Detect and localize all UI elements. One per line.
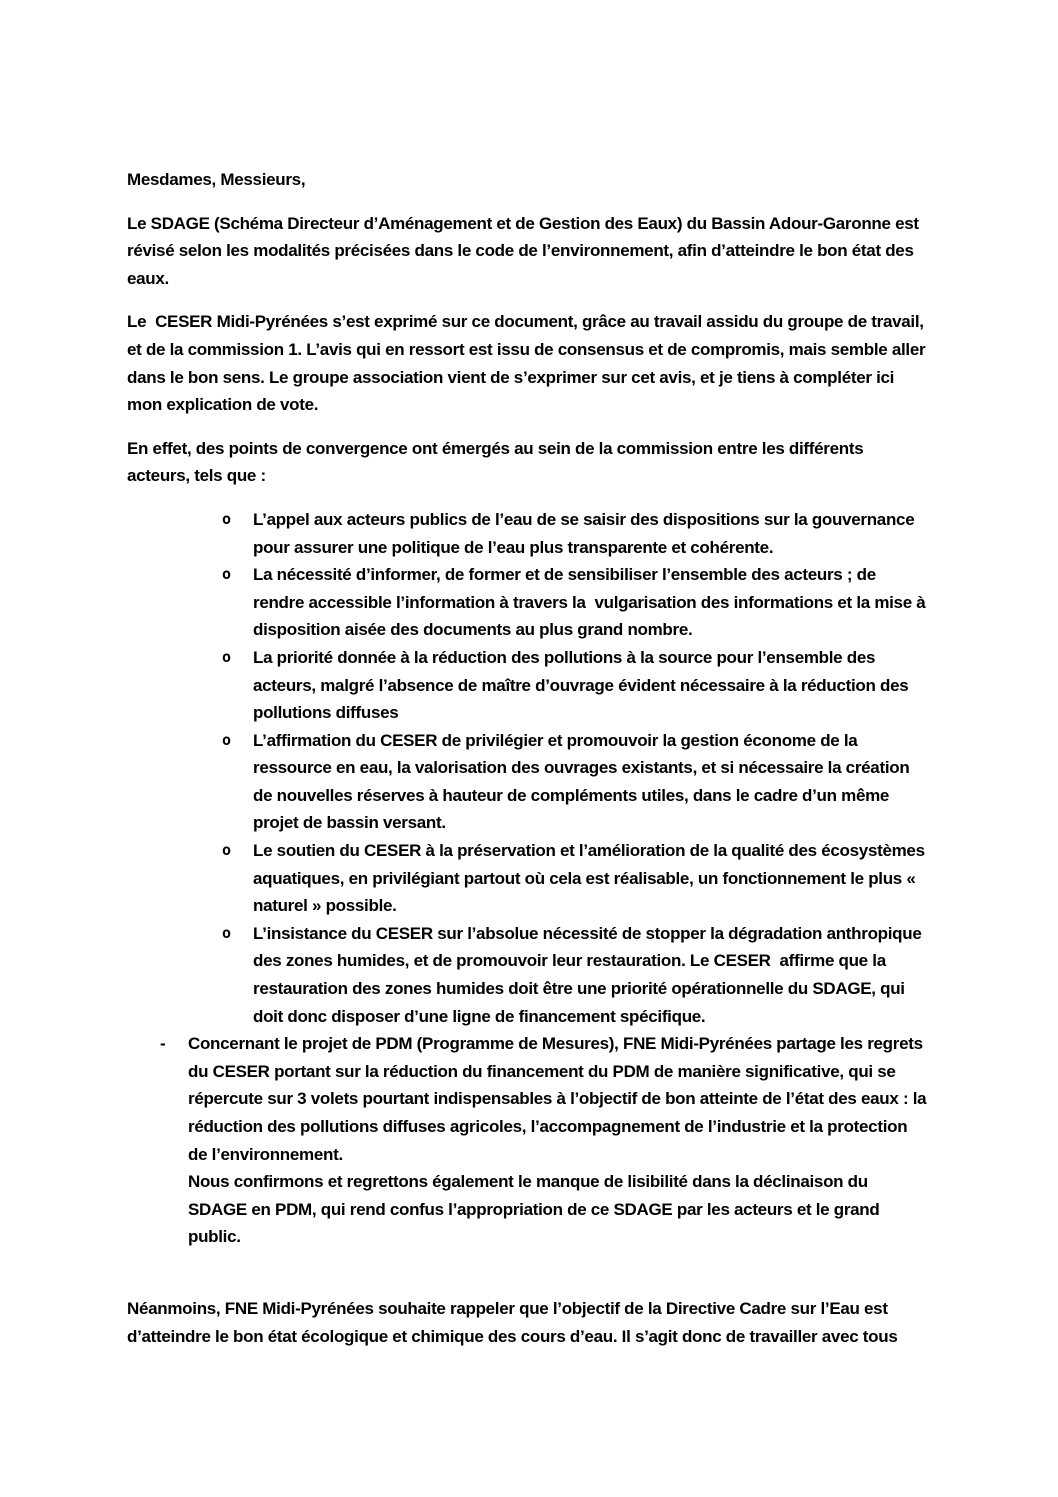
bullet-item-zones-humides [127,920,930,1030]
dash-text: Concernant le projet de PDM (Programme de Mesures), FNE Midi-Pyrénées partage les regrets du CESER portant sur la réduction du financement du PDM de manière significative, qui se répercute sur 3 volets pourtant indispensables à l’objectif de bon atteinte de l’état des eaux : la réduction des pollutions diffuses agricoles, l’accompagnement de l’industrie et la protection de l’environnement. [188,1034,931,1164]
bullet-text: L’insistance du CESER sur l’absolue nécessité de stopper la dégradation anthropique des zones humides, et de promouvoir leur restauration. Le CESER affirme que la restauration des zones humides doit être une priorité opérationnelle du SDAGE, qui doit donc disposer d’une ligne de financement spécifique. [253,923,926,1026]
bullet-item-gouvernance [127,506,930,561]
salutation: Mesdames, Messieurs, [127,170,306,189]
bullet-marker: o [222,565,231,584]
bullet-text: L’affirmation du CESER de privilégier et promouvoir la gestion économe de la ressource en eau, la valorisation des ouvrages existants, et si nécessaire la création de nouvelles réserves à hauteur de compléments utiles, dans le cadre d’un même projet de bassin versant. [253,730,914,833]
bullet-text: Le soutien du CESER à la préservation et l’amélioration de la qualité des écosystèmes aquatiques, en privilégiant partout où cela est réalisable, un fonctionnement le plus « naturel » possible. [253,841,930,916]
bullet-marker: o [222,509,231,528]
bullet-text: L’appel aux acteurs publics de l’eau de se saisir des dispositions sur la gouvernance pour assurer une politique de l’eau plus transparente et cohérente. [253,509,919,557]
paragraph-points-convergence: En effet, des points de convergence ont émergés au sein de la commission entre les différents acteurs, tels que : [127,438,868,486]
dash-item-pdm [127,1030,930,1168]
bullet-marker: o [222,647,231,666]
bullet-item-gestion-ressource [127,727,930,837]
paragraph-ceser-avis: Le CESER Midi-Pyrénées s’est exprimé sur ce document, grâce au travail assidu du groupe de travail, et de la commission 1. L’avis qui en ressort est issu de consensus et de compromis, mais semble aller dans le bon sens. Le groupe association vient de s’exprimer sur cet avis, et je tiens à compléter ici mon explication de vote. [127,312,930,415]
bullet-item-ecosystemes [127,837,930,920]
bullet-item-information [127,561,930,644]
bullet-item-pollutions-source [127,644,930,727]
bullet-marker: o [222,730,231,749]
bullet-marker: o [222,923,231,942]
bullet-text: La priorité donnée à la réduction des pollutions à la source pour l’ensemble des acteurs, malgré l’absence de maître d’ouvrage évident nécessaire à la réduction des pollutions diffuses [253,647,913,723]
closing-paragraph: Néanmoins, FNE Midi-Pyrénées souhaite rappeler que l’objectif de la Directive Cadre sur l’Eau est d’atteindre le bon état écologique et chimique des cours d’eau. Il s’agit donc de travailler avec tous [127,1298,898,1346]
bullet-text: La nécessité d’informer, de former et de sensibiliser l’ensemble des acteurs ; de rendre accessible l’information à travers la vulgarisation des informations et la mise à disposition aisée des documents au plus grand nombre. [253,565,930,640]
paragraph-sdage-intro: Le SDAGE (Schéma Directeur d’Aménagement et de Gestion des Eaux) du Bassin Adour-Garonne est révisé selon les modalités précisées dans le code de l’environnement, afin d’atteindre le bon état des eaux. [127,213,924,288]
paragraph-lisibilite: Nous confirmons et regrettons également le manque de lisibilité dans la déclinaison du SDAGE en PDM, qui rend confus l’appropriation de ce SDAGE par les acteurs et le grand public. [188,1172,884,1247]
dash-marker: - [160,1034,166,1054]
bullet-marker: o [222,841,231,860]
